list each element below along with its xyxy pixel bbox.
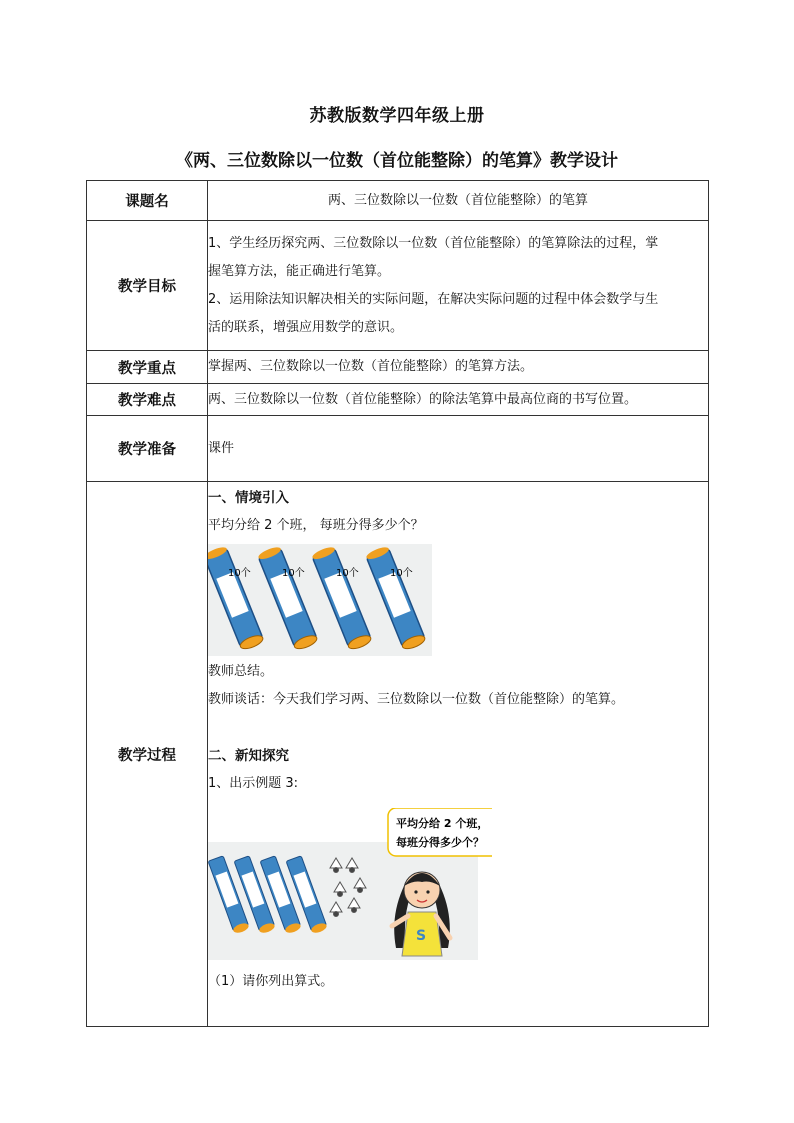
bubble-line-1: 平均分给 2 个班， bbox=[396, 817, 489, 830]
value-goals bbox=[208, 221, 709, 351]
tube-label: 10个 bbox=[336, 568, 359, 579]
row-topic bbox=[87, 181, 709, 221]
bubble-line-2: 每班分得多少个？ bbox=[396, 836, 484, 849]
goal-line: 活的联系，增强应用数学的意识。 bbox=[208, 319, 404, 335]
section-heading: 一、情境引入 bbox=[208, 490, 289, 506]
shirt-letter: S bbox=[416, 928, 427, 944]
goal-line: 1、学生经历探究两、三位数除以一位数（首位能整除）的笔算除法的过程，掌 bbox=[208, 235, 659, 251]
row-goals bbox=[87, 221, 709, 351]
example-text: 1、出示例题 3: bbox=[208, 776, 299, 791]
tube-label: 10个 bbox=[228, 568, 251, 579]
example-illustration bbox=[208, 808, 492, 966]
label-prep: 教学准备 bbox=[87, 416, 208, 482]
row-difficulty bbox=[87, 384, 709, 416]
question-text: 平均分给 2 个班， 每班分得多少个？ bbox=[208, 518, 424, 533]
label-key: 教学重点 bbox=[87, 351, 208, 384]
spacer bbox=[208, 714, 708, 742]
label-goals: 教学目标 bbox=[87, 221, 208, 351]
row-prep bbox=[87, 416, 709, 482]
section-heading: 二、新知探究 bbox=[208, 748, 289, 764]
teacher-talk: 教师谈话：今天我们学习两、三位数除以一位数（首位能整除）的笔算。 bbox=[208, 692, 625, 707]
value-topic: 两、三位数除以一位数（首位能整除）的笔算 bbox=[208, 181, 709, 221]
value-prep: 课件 bbox=[208, 416, 709, 482]
document-subtitle: 《两、三位数除以一位数（首位能整除）的笔算》教学设计 bbox=[176, 151, 618, 171]
label-difficulty: 教学难点 bbox=[87, 384, 208, 416]
lesson-plan-table bbox=[86, 180, 709, 1027]
tube-label: 10个 bbox=[282, 568, 305, 579]
goal-line: 2、运用除法知识解决相关的实际问题，在解决实际问题的过程中体会数学与生 bbox=[208, 291, 659, 307]
step-text: （1）请你列出算式。 bbox=[208, 974, 334, 989]
row-process bbox=[87, 482, 709, 1027]
document-title: 苏教版数学四年级上册 bbox=[309, 106, 485, 126]
row-key bbox=[87, 351, 709, 384]
value-difficulty: 两、三位数除以一位数（首位能整除）的除法笔算中最高位商的书写位置。 bbox=[208, 384, 709, 416]
label-process: 教学过程 bbox=[87, 482, 208, 1027]
goal-line: 握笔算方法，能正确进行笔算。 bbox=[208, 263, 391, 279]
value-process bbox=[208, 482, 709, 1027]
tube-label: 10个 bbox=[390, 568, 413, 579]
shuttlecock-tubes-image bbox=[208, 544, 432, 656]
summary-text: 教师总结。 bbox=[208, 664, 274, 679]
value-key: 掌握两、三位数除以一位数（首位能整除）的笔算方法。 bbox=[208, 351, 709, 384]
label-topic: 课题名 bbox=[87, 181, 208, 221]
